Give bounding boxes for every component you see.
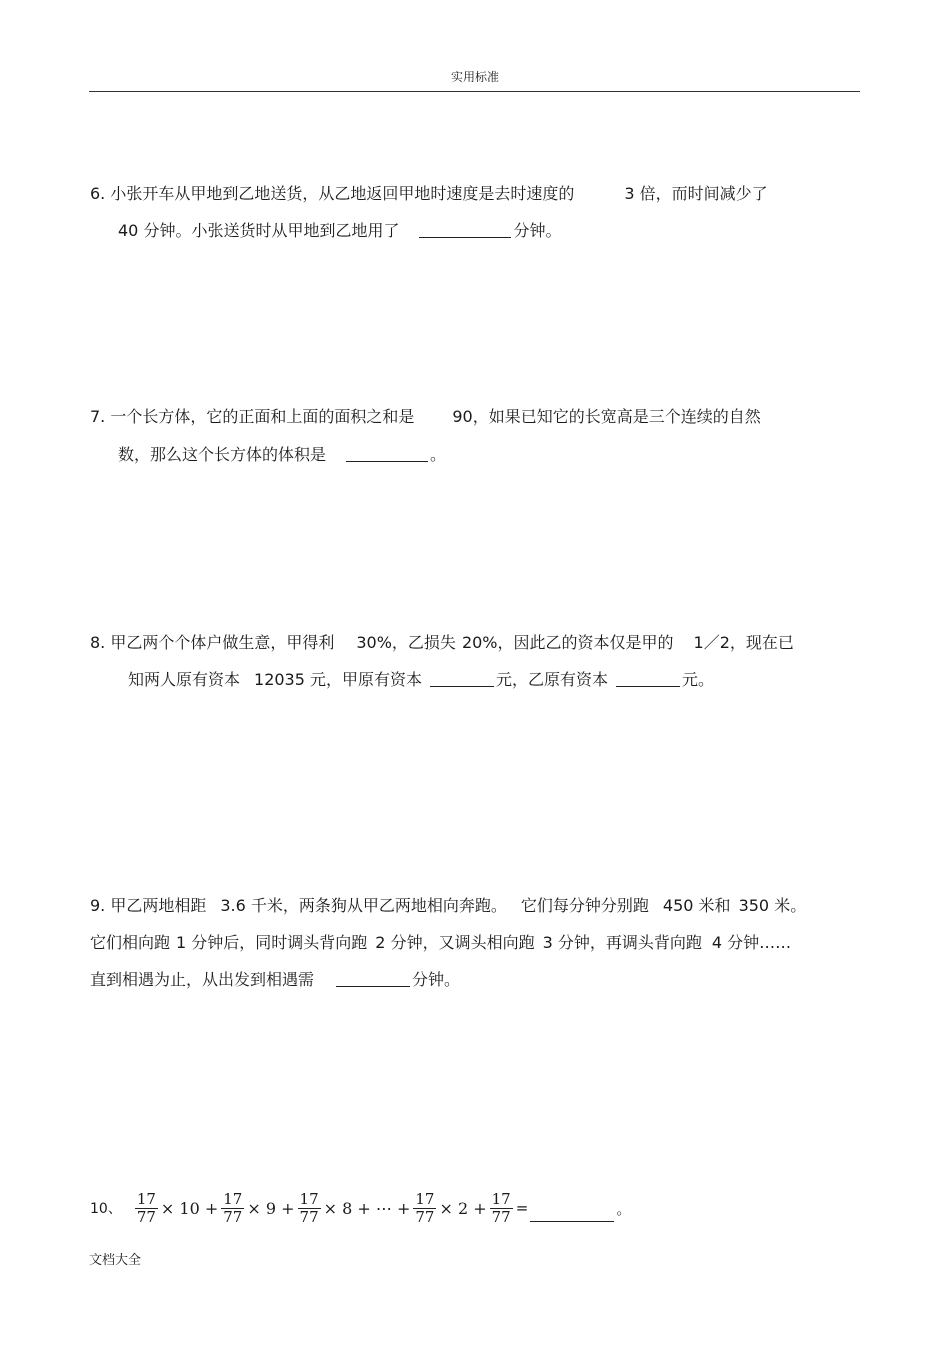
q8-text: 12035 元，甲原有资本 xyxy=(254,670,423,689)
q9-text: 2 分钟，又调头相向跑 xyxy=(375,933,535,952)
q9-answer-blank[interactable] xyxy=(336,970,410,987)
q8-line1 xyxy=(90,633,794,653)
q8-text: 元，乙原有资本 xyxy=(496,670,609,689)
q10-term: × 9 + xyxy=(247,1198,295,1218)
q6-text: 分钟。 xyxy=(513,221,562,240)
q9-text: 450 米和 xyxy=(662,896,731,915)
page-footer: 文档大全 xyxy=(89,1253,142,1268)
q9-line3 xyxy=(90,970,460,990)
fraction: $\frac{17}{77}$ xyxy=(223,1189,243,1226)
q9-line2 xyxy=(90,933,791,953)
q9-text: 4 分钟…… xyxy=(711,933,792,952)
q8-answer-blank-a[interactable] xyxy=(430,670,494,687)
q10-term: × 10 + xyxy=(160,1198,219,1218)
fraction: $\frac{17}{77}$ xyxy=(491,1189,511,1226)
q7-text: 90，如果已知它的长宽高是三个连续的自然 xyxy=(452,407,761,426)
q9-text: 3.6 千米，两条狗从甲乙两地相向奔跑。 xyxy=(220,896,507,915)
fraction: $\frac{17}{77}$ xyxy=(299,1189,319,1226)
q9-line1 xyxy=(90,896,806,916)
q8-text: 知两人原有资本 xyxy=(128,670,241,689)
q10-term: × 2 + xyxy=(439,1198,487,1218)
q6-text: 6. 小张开车从甲地到乙地送货，从乙地返回甲地时速度是去时速度的 xyxy=(90,184,575,203)
q9-text: 分钟。 xyxy=(412,970,461,989)
q7-answer-blank[interactable] xyxy=(346,445,428,462)
q10-equals: = xyxy=(515,1199,529,1217)
q8-answer-blank-b[interactable] xyxy=(616,670,680,687)
q10-label: 10、 xyxy=(90,1201,122,1217)
q8-text: 30%，乙损失 xyxy=(356,633,456,652)
q8-text: 元。 xyxy=(682,670,715,689)
q9-text: 1 分钟后，同时调头背向跑 xyxy=(176,933,368,952)
q8-line2 xyxy=(128,670,714,690)
q9-text: 直到相遇为止，从出发到相遇需 xyxy=(90,970,315,989)
q9-text: 它们相向跑 xyxy=(90,933,171,952)
q8-text: 20%，因此乙的资本仅是甲的 xyxy=(461,633,674,652)
fraction: $\frac{17}{77}$ xyxy=(415,1189,435,1226)
q10-answer-blank[interactable] xyxy=(530,1205,614,1222)
q7-text: 数，那么这个长方体的体积是 xyxy=(118,445,327,464)
header-divider xyxy=(89,91,860,92)
fraction: $\frac{17}{77}$ xyxy=(136,1189,156,1226)
q9-text: 它们每分钟分别跑 xyxy=(520,896,649,915)
q8-text: 1／2，现在已 xyxy=(693,633,794,652)
q9-text: 350 米。 xyxy=(738,896,807,915)
q10-formula xyxy=(90,1186,631,1230)
q6-answer-blank[interactable] xyxy=(419,221,511,238)
q8-text: 8. 甲乙两个个体户做生意，甲得利 xyxy=(90,633,335,652)
q6-text: 3 倍，而时间减少了 xyxy=(624,184,768,203)
q7-text: 7. 一个长方体，它的正面和上面的面积之和是 xyxy=(90,407,415,426)
q7-line2 xyxy=(118,445,446,465)
page-header: 实用标准 xyxy=(450,70,499,84)
q6-line2 xyxy=(118,221,561,241)
q7-text: 。 xyxy=(430,445,447,464)
q10-term: × 8 + ⋯ + xyxy=(323,1198,411,1218)
q10-end: 。 xyxy=(616,1199,632,1218)
q6-line1 xyxy=(90,184,768,204)
q9-text: 9. 甲乙两地相距 xyxy=(90,896,207,915)
q6-text: 40 分钟。小张送货时从甲地到乙地用了 xyxy=(118,221,400,240)
q7-line1 xyxy=(90,407,761,427)
q9-text: 3 分钟，再调头背向跑 xyxy=(542,933,702,952)
